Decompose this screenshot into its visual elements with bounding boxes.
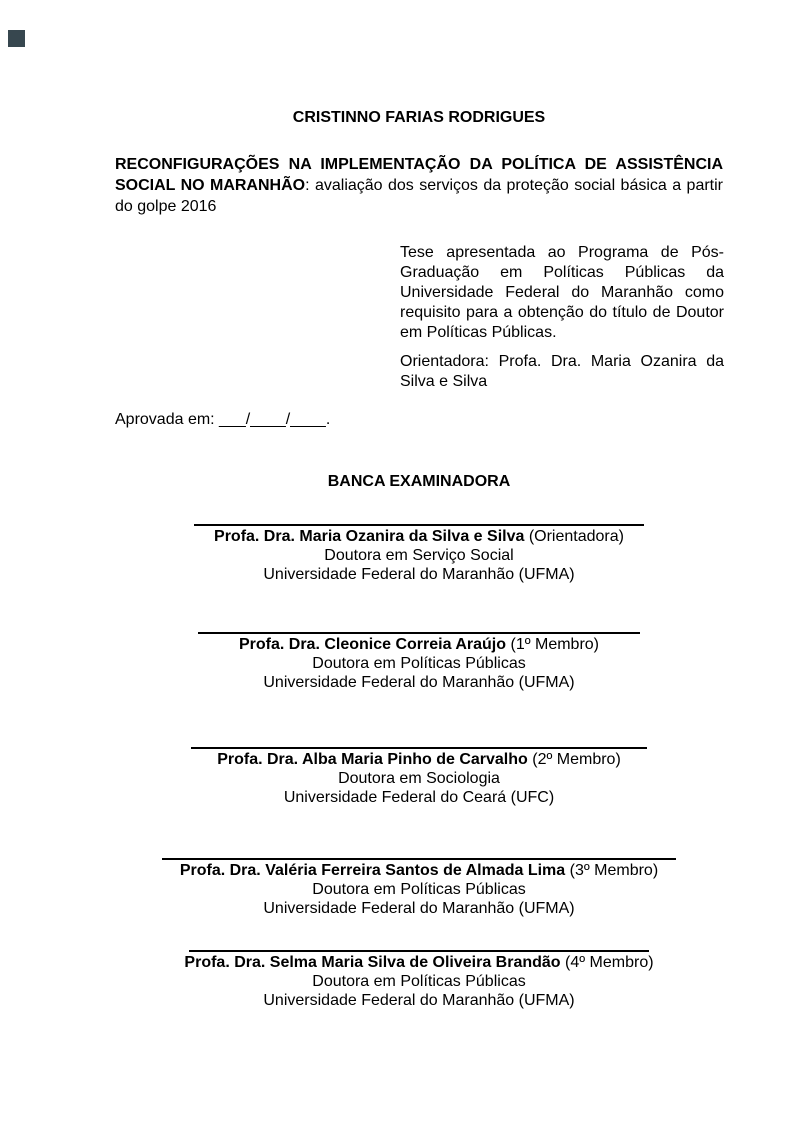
board-member-entry [115,858,723,918]
board-heading: BANCA EXAMINADORA [327,473,511,490]
advisor-line: Orientadora: Profa. Dra. Maria Ozanira da Silva e Silva [400,353,724,390]
member-role: (2º Membro) [532,751,621,768]
member-role: (4º Membro) [565,954,654,971]
member-role: (3º Membro) [569,862,659,879]
thesis-title-bold: RECONFIGURAÇÕES NA IMPLEMENTAÇÃO DA POLÍTICA DE ASSISTÊNCIA SOCIAL NO MARANHÃO [115,156,723,194]
member-degree: Doutora em Políticas Públicas [312,655,526,672]
member-name-line [115,861,723,880]
member-name: Profa. Dra. Valéria Ferreira Santos de Almada Lima [179,862,566,879]
member-name: Profa. Dra. Cleonice Correia Araújo [238,636,507,653]
thesis-title-subtitle: : avaliação dos serviços da proteção social básica a partir do golpe 2016 [115,177,723,215]
member-institution: Universidade Federal do Ceará (UFC) [283,789,555,806]
member-name: Profa. Dra. Alba Maria Pinho de Carvalho [217,751,528,768]
member-degree: Doutora em Sociologia [338,770,500,787]
author-name: CRISTINNO FARIAS RODRIGUES [292,109,546,126]
thesis-title [115,154,723,217]
member-institution: Universidade Federal do Maranhão (UFMA) [263,992,575,1009]
member-name-line [115,635,723,654]
member-name-line [115,750,723,769]
member-institution: Universidade Federal do Maranhão (UFMA) [263,674,575,691]
board-member-entry [115,950,723,1010]
member-name-line [115,527,723,546]
member-institution: Universidade Federal do Maranhão (UFMA) [263,900,575,917]
board-member-entry [115,632,723,692]
member-institution: Universidade Federal do Maranhão (UFMA) [263,566,575,583]
member-name: Profa. Dra. Selma Maria Silva de Oliveira Brandão [184,954,561,971]
member-role: (1º Membro) [510,636,600,653]
member-name-line [115,953,723,972]
approval-date-line: Aprovada em: ___/____/____. [115,411,331,428]
board-member-entry [115,747,723,807]
member-degree: Doutora em Políticas Públicas [312,973,526,990]
member-degree: Doutora em Políticas Públicas [312,881,526,898]
member-degree: Doutora em Serviço Social [324,547,514,564]
member-name: Profa. Dra. Maria Ozanira da Silva e Silva [214,528,525,545]
presentation-note: Tese apresentada ao Programa de Pós-Graduação em Políticas Públicas da Universidade Federal do Maranhão como requisito para a obtenção do título de Doutor em Políticas Públicas. [400,244,724,341]
corner-marker [8,30,25,47]
board-member-entry [115,524,723,584]
member-role: (Orientadora) [528,528,624,545]
